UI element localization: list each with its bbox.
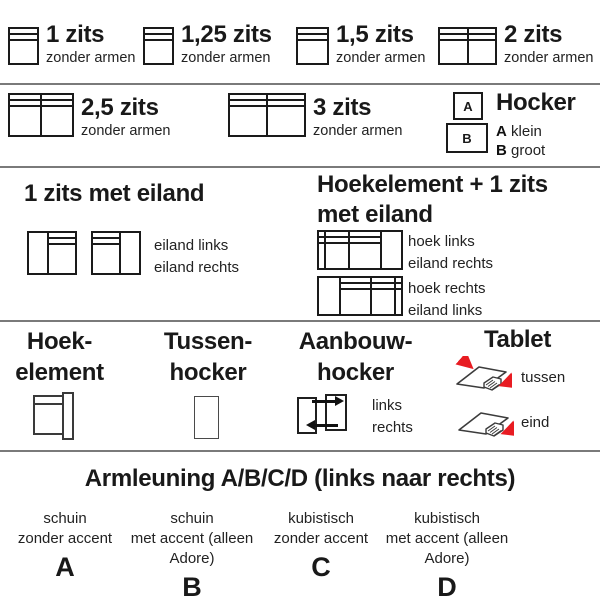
sofa-1-25-zits-icon (143, 27, 174, 65)
sofa-3-zits-icon (228, 93, 306, 137)
island-label-links: eiland links (154, 237, 229, 254)
section-seat-widths-2 (0, 85, 600, 168)
module-1-25-zits (143, 22, 272, 66)
hoekelement-title (2, 326, 117, 388)
tussenhocker-title (148, 326, 268, 388)
module-subtitle: zonder armen (181, 50, 271, 67)
tablet-tussen-icon (454, 356, 512, 400)
option-line1: schuin (170, 510, 214, 527)
module-title: 3 zits (313, 94, 372, 121)
label: hoek rechts (408, 280, 486, 297)
sofa-2-5-zits-icon (8, 93, 74, 137)
corner-island-labels-1 (408, 231, 493, 275)
module-title: 1 zits (46, 21, 105, 48)
module-title: 2,5 zits (81, 94, 159, 121)
corner-island-labels-2 (408, 278, 486, 322)
tablet-eind-icon (456, 402, 514, 446)
corner-island-title-line2: met eiland (317, 201, 433, 228)
legend-value: klein (511, 123, 542, 140)
hocker-text (496, 88, 576, 159)
tussenhocker-icon (194, 396, 219, 439)
label: rechts (372, 419, 413, 436)
island-rechts-icon (91, 231, 141, 275)
label: eiland rechts (408, 255, 494, 272)
hocker-legend-a (496, 123, 576, 140)
module-title: 1,25 zits (181, 21, 272, 48)
sofa-1-zits-icon (8, 27, 39, 65)
label: hoek links (408, 233, 475, 250)
tablet-title: Tablet (483, 326, 552, 353)
section-islands (0, 168, 600, 322)
section-modules (0, 322, 600, 452)
hocker-b-icon: B (446, 123, 488, 153)
module-subtitle: zonder armen (504, 50, 594, 67)
title-line: element (15, 359, 104, 386)
option-letter: D (437, 572, 457, 600)
module-subtitle: zonder armen (81, 123, 171, 140)
sofa-2-zits-icon (438, 27, 497, 65)
hocker-legend-b (496, 142, 576, 159)
module-title: 1,5 zits (336, 21, 414, 48)
island-links-icon (27, 231, 77, 275)
title-line: hocker (317, 359, 394, 386)
module-subtitle: zonder armen (336, 50, 426, 67)
corner-island-title-line1: Hoekelement + 1 zits (317, 171, 548, 198)
armrest-option-b (117, 509, 267, 600)
hoek-links-eiland-rechts-icon (317, 230, 403, 270)
option-line2: met accent (alleen Adore) (130, 530, 254, 567)
option-letter: A (55, 552, 75, 582)
module-2-zits (438, 22, 593, 66)
hocker-a-icon: A (453, 92, 483, 120)
aanbouwhocker-title (283, 326, 428, 388)
option-line1: kubistisch (288, 510, 354, 527)
legend-value: groot (511, 142, 546, 159)
module-subtitle: zonder armen (313, 123, 403, 140)
label: links (372, 397, 403, 414)
module-1-zits (8, 22, 135, 66)
island-label-rechts: eiland rechts (154, 259, 240, 276)
title-line: hocker (169, 359, 247, 386)
island-labels (154, 235, 239, 279)
module-subtitle: zonder armen (46, 50, 136, 67)
arrow-left-icon (314, 424, 338, 427)
option-line1: kubistisch (414, 510, 480, 527)
aanbouwhocker-icon (297, 394, 353, 436)
option-line1: schuin (43, 510, 87, 527)
aanbouwhocker-labels (372, 395, 413, 439)
module-1-5-zits (296, 22, 425, 66)
hoek-rechts-eiland-links-icon (317, 276, 403, 316)
armrest-title: Armleuning A/B/C/D (links naar rechts) (84, 465, 516, 492)
sofa-1-5-zits-icon (296, 27, 329, 65)
island-title: 1 zits met eiland (24, 180, 205, 207)
legend-key: B (496, 142, 507, 159)
legend-key: A (496, 123, 507, 140)
tablet-label-eind: eind (521, 414, 550, 431)
armrest-option-a (0, 509, 130, 583)
section-seat-widths-1 (0, 0, 600, 85)
corner-island-title (317, 170, 548, 230)
title-line: Tussen- (163, 328, 253, 355)
option-line2: zonder accent (273, 530, 369, 547)
section-armrests (0, 452, 600, 600)
tablet-label-tussen: tussen (521, 369, 566, 386)
option-letter: C (311, 552, 331, 582)
hoekelement-icon (33, 392, 75, 440)
arrow-right-icon (312, 400, 336, 403)
title-line: Hoek- (26, 328, 93, 355)
title-line: Aanbouw- (298, 328, 413, 355)
module-3-zits (228, 93, 402, 139)
armrest-option-d (368, 509, 526, 600)
module-title: 2 zits (504, 21, 563, 48)
option-line2: met accent (alleen Adore) (385, 530, 509, 567)
hocker-icons (446, 92, 488, 153)
label: eiland links (408, 302, 483, 319)
option-letter: B (182, 572, 202, 600)
hocker-title: Hocker (496, 89, 576, 116)
option-line2: zonder accent (17, 530, 113, 547)
module-2-5-zits (8, 93, 170, 139)
